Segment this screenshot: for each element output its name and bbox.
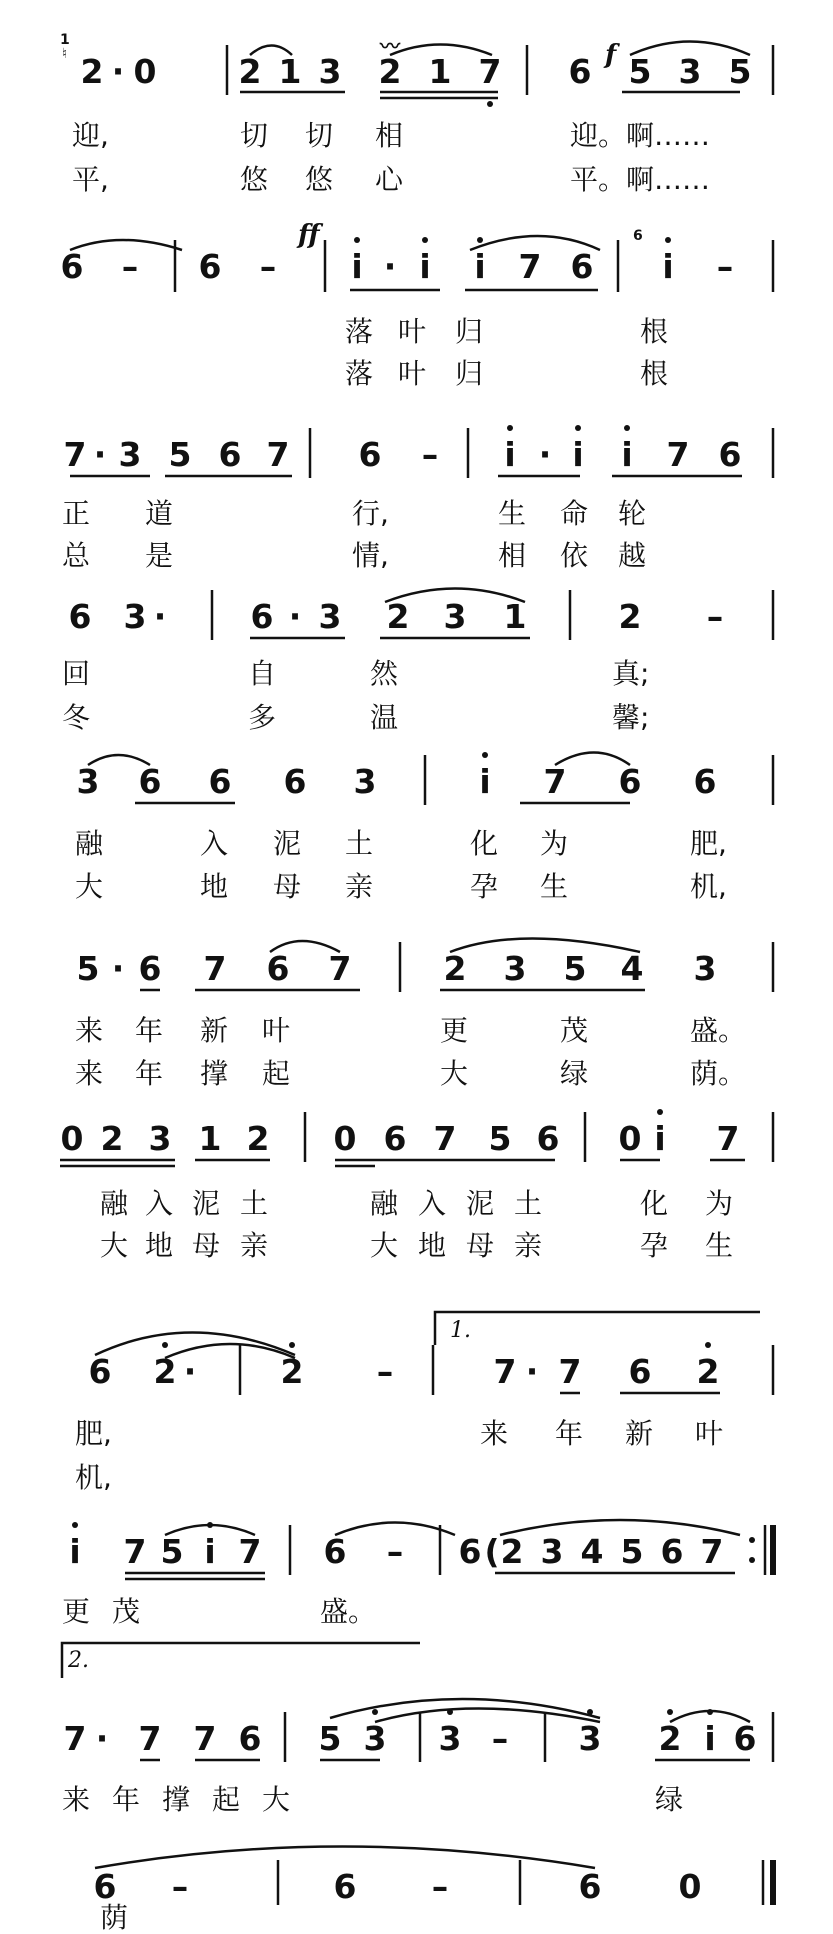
lyric: 荫 [100, 1901, 129, 1934]
note-dot: · [525, 1352, 539, 1391]
note: 0 [60, 1119, 84, 1158]
note-dot: · [95, 1719, 109, 1758]
octave-dot [507, 425, 513, 431]
note-dot: · [183, 1352, 197, 1391]
note: 3 [76, 762, 100, 801]
lyric: 绿 [560, 1057, 589, 1090]
lyric: 迎, [72, 119, 109, 152]
note: 0 [618, 1119, 642, 1158]
lyric: 融 [75, 827, 104, 860]
note: 7 [138, 1719, 162, 1758]
octave-dot [162, 1342, 168, 1348]
dash: – [386, 1532, 404, 1571]
octave-dot [354, 237, 360, 243]
note: 0 [133, 52, 157, 91]
repeat-dot [749, 1537, 755, 1543]
volta-bracket [62, 1643, 420, 1678]
octave-dot [707, 1709, 713, 1715]
lyric: 撑 [162, 1783, 191, 1816]
octave-dot [482, 752, 488, 758]
lyric: 切 [305, 119, 334, 152]
lyric: 依 [560, 539, 589, 572]
lyric: 来 [480, 1417, 509, 1450]
octave-dot [624, 425, 630, 431]
note: 1 [503, 597, 527, 636]
dash: – [121, 247, 139, 286]
note: 3 [693, 949, 717, 988]
lyric: 归 [455, 315, 484, 348]
dash: – [421, 435, 439, 474]
octave-dot [207, 1522, 213, 1528]
note: 6 [578, 1867, 602, 1906]
dash: – [259, 247, 277, 286]
lyric: 更 [440, 1014, 469, 1047]
lyric: 大 [262, 1783, 291, 1816]
lyric: 母 [466, 1229, 495, 1262]
note: 5 [168, 435, 192, 474]
note: i [69, 1532, 81, 1571]
lyric: 冬 [62, 701, 91, 734]
note: 7 [193, 1719, 217, 1758]
lyric: 年 [135, 1014, 164, 1047]
lyric: 年 [135, 1057, 164, 1090]
octave-dot [667, 1709, 673, 1715]
note: 6 [618, 762, 642, 801]
note: 4 [580, 1532, 604, 1571]
note: 6 [218, 435, 242, 474]
note: 3 [148, 1119, 172, 1158]
lyric: 叶 [262, 1014, 291, 1047]
lyric: 落 [345, 315, 374, 348]
ornament: 〰 [380, 34, 400, 58]
key-change-number: 6 [633, 228, 643, 244]
note-dot: · [383, 247, 397, 286]
note: i [662, 247, 674, 286]
note: 3 [578, 1719, 602, 1758]
lyric: 地 [200, 870, 229, 903]
dash: – [376, 1352, 394, 1391]
repeat-dot [749, 1557, 755, 1563]
lyric: 亲 [240, 1229, 269, 1262]
lyric: 大 [370, 1229, 399, 1262]
note: i [479, 762, 491, 801]
octave-dot-low [487, 101, 493, 107]
note: 6 [628, 1352, 652, 1391]
note: 3 [678, 52, 702, 91]
note: 6 [660, 1532, 684, 1571]
note: i [204, 1532, 216, 1571]
note: 6 [208, 762, 232, 801]
note: 6 [60, 247, 84, 286]
note: 7 [478, 52, 502, 91]
lyric: 地 [145, 1229, 174, 1262]
note: 6 [283, 762, 307, 801]
key-change-number: 1 [60, 32, 70, 48]
lyric: 道 [145, 497, 174, 530]
octave-dot [447, 1709, 453, 1715]
note: 2 [658, 1719, 682, 1758]
note: 7 [716, 1119, 740, 1158]
octave-dot [657, 1109, 663, 1115]
volta-label: 2. [68, 1648, 89, 1673]
note: 0 [333, 1119, 357, 1158]
lyric: 平, [72, 163, 109, 196]
note: 5 [728, 52, 752, 91]
note-dot: · [288, 597, 302, 636]
note: 7 [543, 762, 567, 801]
dynamic-mark: ff [298, 220, 320, 250]
lyric: 孕 [470, 870, 499, 903]
lyric: 多 [248, 701, 277, 734]
note: 5 [620, 1532, 644, 1571]
note: 2 [386, 597, 410, 636]
note: 7 [123, 1532, 147, 1571]
note: 3 [318, 597, 342, 636]
lyric: 新 [625, 1417, 654, 1450]
note: 6 [266, 949, 290, 988]
note: 6 [138, 949, 162, 988]
dash: – [716, 247, 734, 286]
note: i [419, 247, 431, 286]
lyric: 总 [62, 539, 91, 572]
lyric: 泥 [273, 827, 302, 860]
note: 2 [280, 1352, 304, 1391]
note: 2 [153, 1352, 177, 1391]
lyric: 平。啊…… [570, 163, 711, 196]
lyric: 起 [262, 1057, 291, 1090]
lyric: 行, [352, 497, 389, 530]
note: 7 [328, 949, 352, 988]
note: 7 [666, 435, 690, 474]
lyric: 心 [375, 163, 404, 196]
lyric: 融 [370, 1187, 399, 1220]
note: 3 [503, 949, 527, 988]
octave-dot [587, 1709, 593, 1715]
note: 6 [458, 1532, 482, 1571]
lyric: 地 [418, 1229, 447, 1262]
note: 7 [493, 1352, 517, 1391]
note: 6 [536, 1119, 560, 1158]
lyric: 肥, [75, 1417, 112, 1450]
note: 6 [88, 1352, 112, 1391]
lyric: 悠 [305, 163, 334, 196]
note: 3 [540, 1532, 564, 1571]
note: 6 [718, 435, 742, 474]
volta-label: 1. [450, 1318, 471, 1343]
note: i [504, 435, 516, 474]
note: 5 [488, 1119, 512, 1158]
lyric: 回 [62, 657, 91, 690]
lyric: 泥 [466, 1187, 495, 1220]
note: 3 [353, 762, 377, 801]
note: 6 [333, 1867, 357, 1906]
dash: – [491, 1719, 509, 1758]
note: 1 [198, 1119, 222, 1158]
lyric: 亲 [514, 1229, 543, 1262]
note: 3 [123, 597, 147, 636]
lyric: 肥, [690, 827, 727, 860]
lyric: 机, [75, 1461, 112, 1494]
lyric: 入 [145, 1187, 174, 1220]
note: 2 [500, 1532, 524, 1571]
lyric: 化 [470, 827, 499, 860]
note: 6 [93, 1867, 117, 1906]
lyric: 切 [240, 119, 269, 152]
note: 6 [68, 597, 92, 636]
lyric: 悠 [240, 163, 269, 196]
octave-dot [705, 1342, 711, 1348]
lyric: 情, [352, 539, 389, 572]
note: 7 [433, 1119, 457, 1158]
lyric: 泥 [192, 1187, 221, 1220]
lyric: 温 [370, 701, 399, 734]
lyric: 入 [200, 827, 229, 860]
note: i [654, 1119, 666, 1158]
note: 2 [443, 949, 467, 988]
note: i [351, 247, 363, 286]
note: 1 [428, 52, 452, 91]
lyric: 迎。啊…… [570, 119, 711, 152]
lyric: 真; [612, 657, 650, 690]
note: 5 [160, 1532, 184, 1571]
note: 5 [318, 1719, 342, 1758]
lyric: 盛。 [320, 1595, 377, 1628]
note: 5 [628, 52, 652, 91]
note: 1 [278, 52, 302, 91]
lyric: 相 [498, 539, 527, 572]
note: 7 [203, 949, 227, 988]
lyric: 土 [240, 1187, 269, 1220]
lyric: 正 [62, 497, 91, 530]
note: 6 [358, 435, 382, 474]
note-dot: · [111, 949, 125, 988]
lyric: 生 [705, 1229, 734, 1262]
lyric: 自 [248, 657, 277, 690]
lyric: 命 [560, 497, 589, 530]
lyric: 机, [690, 870, 727, 903]
note: 6 [323, 1532, 347, 1571]
lyric: 亲 [345, 870, 374, 903]
note-dot: · [153, 597, 167, 636]
note: 2 [80, 52, 104, 91]
note: 7 [518, 247, 542, 286]
lyric: 是 [145, 539, 174, 572]
dynamic-mark: f [605, 40, 617, 70]
dash: – [171, 1867, 189, 1906]
lyric: 叶 [398, 315, 427, 348]
lyric: 轮 [618, 497, 647, 530]
lyric: 大 [100, 1229, 129, 1262]
lyric: 来 [62, 1783, 91, 1816]
octave-dot [575, 425, 581, 431]
lyric: 入 [418, 1187, 447, 1220]
octave-dot [477, 237, 483, 243]
lyric: 大 [440, 1057, 469, 1090]
lyric: 孕 [640, 1229, 669, 1262]
note: 6 [383, 1119, 407, 1158]
lyric: 落 [345, 357, 374, 390]
dash: – [431, 1867, 449, 1906]
note: 3 [318, 52, 342, 91]
note: 6 [250, 597, 274, 636]
lyric: 生 [498, 497, 527, 530]
note: i [704, 1719, 716, 1758]
note: 7 [63, 435, 87, 474]
lyric: 根 [640, 315, 669, 348]
note: 2 [618, 597, 642, 636]
note-dot: · [538, 435, 552, 474]
note: 3 [363, 1719, 387, 1758]
lyric: 绿 [655, 1783, 684, 1816]
note: 6 [568, 52, 592, 91]
note: i [474, 247, 486, 286]
note: 2 [238, 52, 262, 91]
lyric: 大 [75, 870, 104, 903]
note: 2 [246, 1119, 270, 1158]
paren: ( [484, 1532, 500, 1571]
note: i [621, 435, 633, 474]
lyric: 来 [75, 1057, 104, 1090]
slur [450, 939, 640, 953]
note: 2 [100, 1119, 124, 1158]
note: 3 [118, 435, 142, 474]
lyric: 根 [640, 357, 669, 390]
lyric: 土 [345, 827, 374, 860]
lyric: 母 [273, 870, 302, 903]
note: 7 [63, 1719, 87, 1758]
lyric: 撑 [200, 1057, 229, 1090]
lyric: 新 [200, 1014, 229, 1047]
note: 0 [678, 1867, 702, 1906]
lyric: 归 [455, 357, 484, 390]
note: 7 [266, 435, 290, 474]
note: 6 [733, 1719, 757, 1758]
lyric: 馨; [612, 701, 650, 734]
lyric: 融 [100, 1187, 129, 1220]
lyric: 起 [212, 1783, 241, 1816]
lyric: 然 [370, 657, 399, 690]
lyric: 年 [112, 1783, 141, 1816]
note: 5 [563, 949, 587, 988]
note: 6 [238, 1719, 262, 1758]
note: 6 [693, 762, 717, 801]
lyric: 化 [640, 1187, 669, 1220]
lyric: 为 [705, 1187, 734, 1220]
lyric: 母 [192, 1229, 221, 1262]
dash: – [706, 597, 724, 636]
note-dot: · [111, 52, 125, 91]
lyric: 为 [540, 827, 569, 860]
lyric: 年 [555, 1417, 584, 1450]
note: 6 [138, 762, 162, 801]
note: 7 [700, 1532, 724, 1571]
note: 6 [198, 247, 222, 286]
octave-dot [665, 237, 671, 243]
note: 7 [238, 1532, 262, 1571]
lyric: 生 [540, 870, 569, 903]
lyric: 来 [75, 1014, 104, 1047]
octave-dot [372, 1709, 378, 1715]
note: 7 [558, 1352, 582, 1391]
note: 3 [438, 1719, 462, 1758]
lyric: 盛。 [690, 1014, 747, 1047]
note: 4 [620, 949, 644, 988]
note: 5 [76, 949, 100, 988]
lyric: 越 [618, 539, 647, 572]
note: 2 [378, 52, 402, 91]
lyric: 茂 [560, 1014, 589, 1047]
octave-dot [72, 1522, 78, 1528]
note: 2 [696, 1352, 720, 1391]
lyric: 荫。 [690, 1057, 747, 1090]
note: 6 [570, 247, 594, 286]
natural-sign: ♮ [62, 46, 68, 62]
note: i [572, 435, 584, 474]
octave-dot [422, 237, 428, 243]
lyric: 叶 [398, 357, 427, 390]
lyric: 相 [375, 119, 404, 152]
note: 3 [443, 597, 467, 636]
octave-dot [289, 1342, 295, 1348]
note-dot: · [93, 435, 107, 474]
lyric: 茂 [112, 1595, 141, 1628]
volta-bracket [435, 1312, 760, 1345]
lyric: 叶 [695, 1417, 724, 1450]
lyric: 更 [62, 1595, 91, 1628]
lyric: 土 [514, 1187, 543, 1220]
